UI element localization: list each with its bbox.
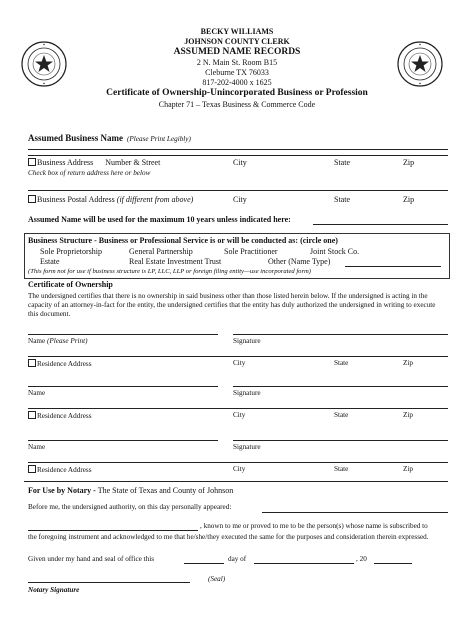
clerk-name: BECKY WILLIAMS	[200, 27, 274, 36]
phone: 817-202-4000 x 1625	[202, 78, 272, 87]
address-line2: Cleburne TX 76033	[205, 68, 269, 77]
year-field[interactable]	[374, 563, 412, 564]
owner2-name-label: Name	[28, 389, 46, 397]
certificate-text: The undersigned certifies that there is no ownership in said business other than those listed herein below. If the undersigned is acting in the capacity of an attorney-in-fact for the entity, the undersigned certifies that the entity has duly authorized the undersigned in writing to execute this document.	[28, 292, 436, 318]
structure-heading: Business Structure - Business or Professional Service is or will be conducted as: (circle one)	[28, 236, 338, 245]
postal-zip-label: Zip	[403, 195, 415, 204]
owner3-residence-checkbox[interactable]	[28, 465, 36, 473]
owner2-residence-checkbox[interactable]	[28, 411, 36, 419]
business-address-label: Business Address Number & Street	[28, 158, 160, 167]
option-sole-practitioner[interactable]: Sole Practitioner	[224, 247, 278, 256]
owner3-zip-label: Zip	[403, 465, 413, 473]
structure-note: (This form not for use if business structure is LP, LLC, LLP or foreign filing entity—use incorporated form)	[28, 268, 312, 275]
owner1-zip-label: Zip	[403, 359, 413, 367]
owner1-state-label: State	[334, 359, 349, 367]
owner3-signature-field[interactable]	[233, 440, 448, 441]
owner2-signature-label: Signature	[233, 389, 261, 397]
option-joint-stock[interactable]: Joint Stock Co.	[310, 247, 360, 256]
owner1-name-label: Name (Please Print)	[28, 337, 88, 345]
other-type-field[interactable]	[345, 266, 441, 267]
option-general-partnership[interactable]: General Partnership	[129, 247, 193, 256]
owner1-residence-label: Residence Address	[28, 359, 92, 368]
notary-line2: , known to me or proved to me to be the person(s) whose name is subscribed to	[200, 522, 428, 530]
owner3-address-field[interactable]	[28, 462, 448, 463]
day-of-label: day of	[228, 555, 247, 563]
option-other[interactable]: Other (Name Type)	[268, 257, 331, 266]
notary-signature-label: Notary Signature	[28, 586, 80, 594]
owner3-name-field[interactable]	[28, 440, 218, 441]
owner1-residence-checkbox[interactable]	[28, 359, 36, 367]
owner2-city-label: City	[233, 411, 246, 419]
postal-address-checkbox[interactable]	[28, 195, 36, 203]
page-subtitle: Chapter 71 – Texas Business & Commerce Code	[158, 100, 316, 109]
owner1-address-field[interactable]	[28, 356, 448, 357]
owner1-name-field[interactable]	[28, 334, 218, 335]
city-label: City	[233, 158, 247, 167]
notary-signature-field[interactable]	[28, 582, 190, 583]
owner2-zip-label: Zip	[403, 411, 413, 419]
owner1-city-label: City	[233, 359, 246, 367]
owner2-state-label: State	[334, 411, 349, 419]
owner3-state-label: State	[334, 465, 349, 473]
seal-label: (Seal)	[208, 575, 226, 583]
owner1-signature-label: Signature	[233, 337, 261, 345]
owner2-address-field[interactable]	[28, 408, 448, 409]
option-reit[interactable]: Real Estate Investment Trust	[129, 257, 222, 266]
month-field[interactable]	[254, 563, 354, 564]
notary-divider	[24, 481, 448, 482]
business-name-label: Assumed Business Name (Please Print Legibly)	[28, 133, 191, 143]
state-label: State	[334, 158, 350, 167]
duration-field[interactable]	[313, 224, 448, 225]
owner1-signature-field[interactable]	[233, 334, 448, 335]
page-title: Certificate of Ownership-Unincorporated Business or Profession	[106, 88, 368, 98]
postal-city-label: City	[233, 195, 247, 204]
clerk-office: JOHNSON COUNTY CLERK	[184, 37, 290, 46]
business-address-field[interactable]	[28, 155, 448, 156]
return-address-checkbox[interactable]	[28, 158, 36, 166]
postal-address-field[interactable]	[28, 190, 448, 191]
option-estate[interactable]: Estate	[40, 257, 60, 266]
owner2-signature-field[interactable]	[233, 386, 448, 387]
owner2-residence-label: Residence Address	[28, 411, 92, 420]
owner2-name-field[interactable]	[28, 386, 218, 387]
notary-line3: the foregoing instrument and acknowledged to me that he/she/they executed the same for the purposes and consideration therein expressed.	[28, 533, 429, 541]
appeared-field[interactable]	[262, 512, 448, 513]
day-field[interactable]	[184, 563, 224, 564]
zip-label: Zip	[403, 158, 415, 167]
postal-address-label: Business Postal Address (if different from above)	[28, 195, 193, 204]
address-line1: 2 N. Main St. Room B15	[196, 58, 278, 67]
dept-name: ASSUMED NAME RECORDS	[173, 47, 301, 57]
number-street-label: Number & Street	[105, 158, 161, 167]
owner3-residence-label: Residence Address	[28, 465, 92, 474]
duration-label: Assumed Name will be used for the maximum 10 years unless indicated here:	[28, 215, 291, 224]
owner3-city-label: City	[233, 465, 246, 473]
notary-heading: For Use by Notary - The State of Texas and County of Johnson	[28, 486, 234, 495]
owner3-signature-label: Signature	[233, 443, 261, 451]
owner3-name-label: Name	[28, 443, 46, 451]
notary-line4: Given under my hand and seal of office this	[28, 555, 155, 563]
year-label: , 20	[356, 555, 367, 563]
option-sole-proprietorship[interactable]: Sole Proprietorship	[40, 247, 102, 256]
postal-state-label: State	[334, 195, 350, 204]
business-name-field[interactable]	[28, 149, 448, 150]
notary-line1: Before me, the undersigned authority, on this day personally appeared:	[28, 503, 232, 511]
return-address-hint: Check box of return address here or below	[28, 169, 151, 177]
appeared-name-field[interactable]	[28, 530, 198, 531]
certificate-heading: Certificate of Ownership	[28, 280, 113, 289]
